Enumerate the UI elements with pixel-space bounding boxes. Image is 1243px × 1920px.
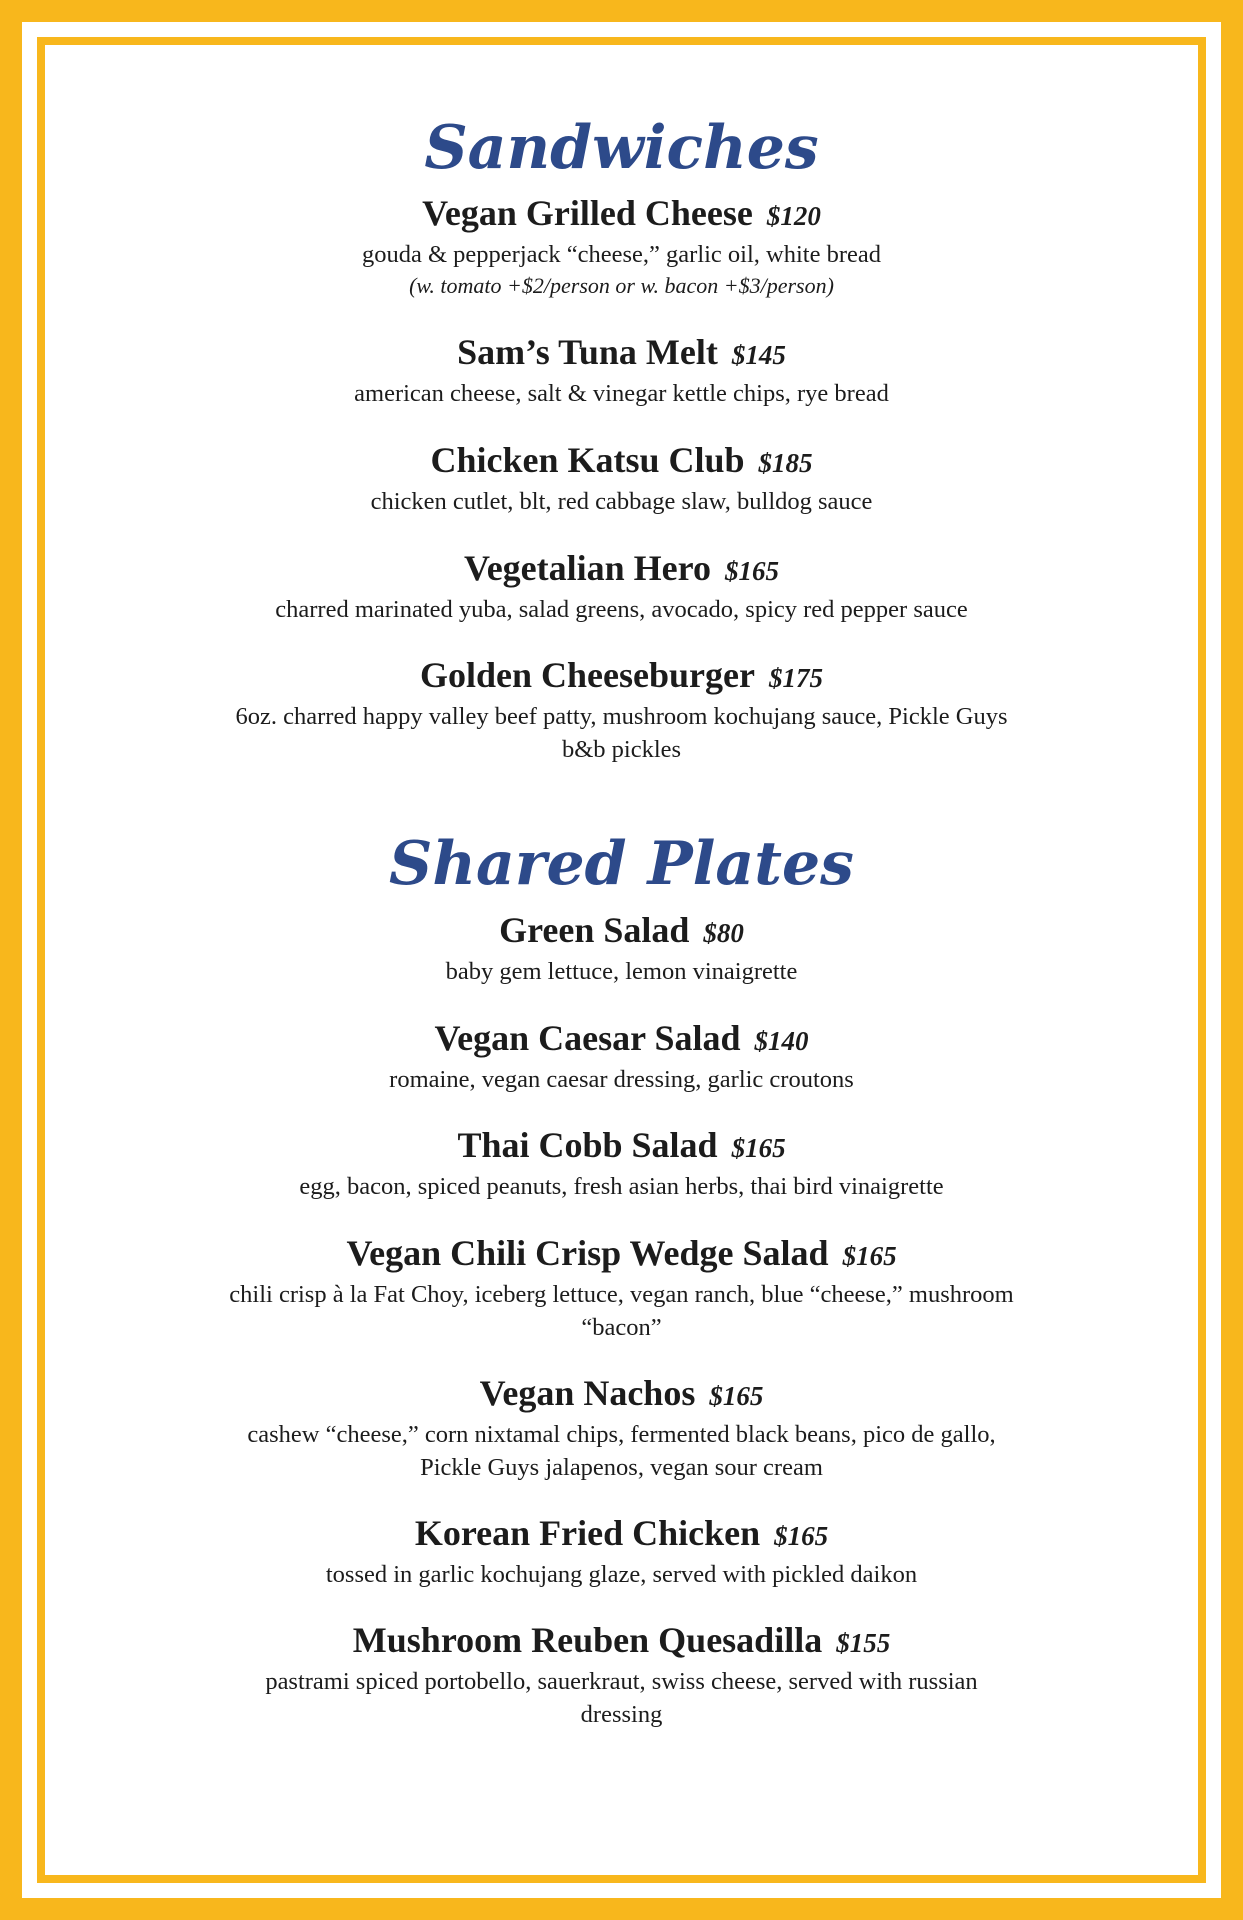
menu-item (0, 546, 1243, 626)
menu-item (0, 1371, 1243, 1484)
item-description: chicken cutlet, blt, red cabbage slaw, bulldog sauce (370, 488, 873, 515)
item-name: Sam’s Tuna Melt (457, 332, 718, 372)
item-description: romaine, vegan caesar dressing, garlic croutons (389, 1066, 854, 1093)
item-name: Vegan Grilled Cheese (422, 193, 753, 233)
section-title-shared-plates: Shared Plates (389, 829, 854, 899)
menu-item (0, 653, 1243, 766)
item-price: $165 (709, 1381, 764, 1411)
item-description: baby gem lettuce, lemon vinaigrette (445, 958, 798, 985)
item-description: charred marinated yuba, salad greens, avocado, spicy red pepper sauce (275, 596, 968, 623)
item-price: $165 (774, 1521, 829, 1551)
item-price: $175 (768, 663, 823, 693)
item-price: $185 (758, 448, 813, 478)
item-description: american cheese, salt & vinegar kettle chips, rye bread (354, 380, 889, 407)
item-name: Vegan Caesar Salad (434, 1018, 741, 1058)
menu-item (0, 1511, 1243, 1591)
item-description: egg, bacon, spiced peanuts, fresh asian herbs, thai bird vinaigrette (299, 1173, 944, 1200)
item-description: tossed in garlic kochujang glaze, served with pickled daikon (325, 1561, 918, 1588)
item-name: Korean Fried Chicken (414, 1513, 761, 1553)
menu-item (0, 1231, 1243, 1344)
menu-item (0, 1016, 1243, 1096)
menu-item (0, 1123, 1243, 1203)
item-price: $140 (754, 1026, 809, 1056)
item-name: Green Salad (499, 910, 690, 950)
item-price: $120 (766, 201, 821, 231)
menu-item (0, 191, 1243, 301)
item-note: (w. tomato +$2/person or w. bacon +$3/person) (409, 273, 834, 298)
item-price: $80 (703, 918, 744, 948)
item-name: Golden Cheeseburger (420, 655, 755, 695)
section-title-sandwiches: Sandwiches (424, 113, 819, 183)
item-price: $165 (724, 556, 779, 586)
menu-item (0, 1618, 1243, 1731)
item-description: chili crisp à la Fat Choy, iceberg lettuce, vegan ranch, blue “cheese,” mushroom “bacon” (229, 1281, 1014, 1341)
item-price: $145 (731, 340, 786, 370)
item-description: 6oz. charred happy valley beef patty, mushroom kochujang sauce, Pickle Guys b&b pickles (235, 703, 1008, 763)
item-name: Mushroom Reuben Quesadilla (352, 1620, 823, 1660)
item-description: gouda & pepperjack “cheese,” garlic oil, white bread (361, 241, 882, 268)
item-name: Thai Cobb Salad (457, 1125, 718, 1165)
item-description: pastrami spiced portobello, sauerkraut, swiss cheese, served with russian dressing (265, 1668, 978, 1728)
item-name: Chicken Katsu Club (430, 440, 745, 480)
item-description: cashew “cheese,” corn nixtamal chips, fermented black beans, pico de gallo, Pickle Guys jalapenos, vegan sour cream (247, 1421, 996, 1481)
item-name: Vegan Nachos (479, 1373, 696, 1413)
menu-item (0, 330, 1243, 410)
item-price: $155 (836, 1628, 891, 1658)
item-name: Vegetalian Hero (464, 548, 711, 588)
menu-item (0, 908, 1243, 988)
item-price: $165 (731, 1133, 786, 1163)
item-name: Vegan Chili Crisp Wedge Salad (346, 1233, 829, 1273)
item-price: $165 (842, 1241, 897, 1271)
menu-item (0, 438, 1243, 518)
